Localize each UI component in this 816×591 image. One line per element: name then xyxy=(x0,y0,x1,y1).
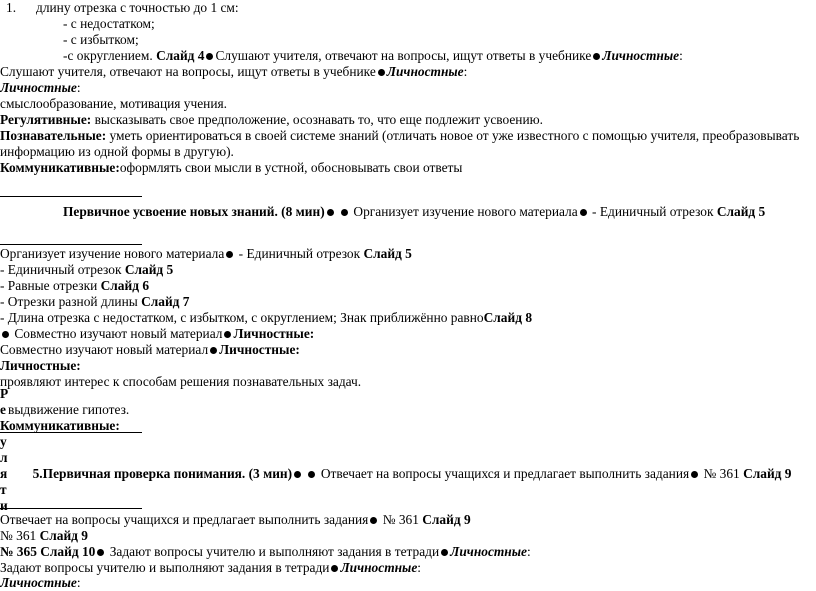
bullet-icon xyxy=(593,53,600,60)
meaning-line: смыслообразование, мотивация учения. xyxy=(0,96,227,111)
slide-ref: Слайд 5 xyxy=(124,262,174,277)
section-5-text: Отвечает на вопросы учащихся и предлагает выполнить задания xyxy=(317,466,690,481)
cognitive-line-2: информацию из одной формы в другую). xyxy=(0,144,234,159)
slide-ref: Слайд 5 xyxy=(363,246,412,261)
s4-line-5-text: - Длина отрезка с недостатком, с избытком, с округлением; Знак приближённо равно xyxy=(0,310,484,325)
section-4-text-2: - Единичный отрезок xyxy=(588,204,717,219)
bullet-icon xyxy=(691,471,698,478)
vertical-letter-1: е xyxy=(0,402,6,417)
communicative-line xyxy=(0,160,462,176)
vertical-letter-6: т xyxy=(0,482,7,497)
listen-line-text: Слушают учителя, отвечают на вопросы, ищут ответы в учебнике xyxy=(0,64,376,79)
section-5-text-2: № 361 xyxy=(700,466,744,481)
s5-line-3 xyxy=(0,544,531,560)
colon: : xyxy=(417,560,422,575)
divider xyxy=(0,196,142,197)
communicative-label: Коммуникативные: xyxy=(0,418,120,433)
slide-ref: Слайд 7 xyxy=(141,294,190,309)
s4-line-10 xyxy=(0,402,129,418)
regulatory-label: Регулятивные: xyxy=(0,112,92,127)
s5-line-4-text: Задают вопросы учителю и выполняют задания в тетради xyxy=(0,560,330,575)
bullet-icon xyxy=(224,331,231,338)
personal-label: Личностные: xyxy=(233,326,315,341)
list-item-text: длину отрезка с точностью до 1 см: xyxy=(36,0,239,15)
sub-item-excess: - с избытком; xyxy=(63,32,139,47)
personal-label: Личностные xyxy=(386,64,464,79)
s5-line-3-text: Задают вопросы учителю и выполняют задания в тетради xyxy=(106,544,440,559)
slide-ref: Слайд 8 xyxy=(483,310,533,325)
personal-label: Личностные: xyxy=(219,342,300,357)
bullet-icon xyxy=(441,549,448,556)
s4-line-1-text-2: - Единичный отрезок xyxy=(235,246,364,261)
vertical-letter-7: и xyxy=(0,498,8,513)
s4-line-2-text: - Единичный отрезок xyxy=(0,262,125,277)
s4-line-1 xyxy=(0,246,412,262)
colon: : xyxy=(76,575,81,590)
divider xyxy=(0,432,142,433)
bullet-icon xyxy=(206,53,213,60)
section-5-title-line xyxy=(0,466,792,482)
section-5-title: 5.Первичная проверка понимания. (3 мин) xyxy=(32,466,293,481)
slide-ref: Слайд 10 xyxy=(40,544,96,559)
bullet-icon xyxy=(327,209,334,216)
personal-label: Личностные xyxy=(450,544,527,559)
colon: : xyxy=(526,544,531,559)
divider xyxy=(0,508,142,509)
regulatory-line xyxy=(0,112,543,128)
s4-line-3 xyxy=(0,278,149,294)
s5-line-1-text: Отвечает на вопросы учащихся и предлагает выполнить задания xyxy=(0,512,369,527)
communicative-label: Коммуникативные: xyxy=(0,160,120,175)
task-number: № 365 xyxy=(0,544,41,559)
s4-line-5 xyxy=(0,310,532,326)
slide-ref: Слайд 9 xyxy=(39,528,88,543)
s4-line-8 xyxy=(0,358,81,374)
bullet-icon xyxy=(378,69,385,76)
bullet-icon xyxy=(370,517,377,524)
slide-ref: Слайд 9 xyxy=(743,466,792,481)
personal-label: Личностные: xyxy=(0,358,81,373)
personal-label: Личностные xyxy=(602,48,680,63)
s4-line-10-text: выдвижение гипотез. xyxy=(8,402,130,417)
bullet-icon xyxy=(580,209,587,216)
listen-line xyxy=(0,64,467,80)
bullet-icon xyxy=(331,565,338,572)
section-4-text: Организует изучение нового материала xyxy=(350,204,578,219)
s4-line-9: проявляют интерес к способам решения познавательных задач. xyxy=(0,374,362,389)
s5-line-5 xyxy=(0,575,81,591)
regulatory-text: высказывать свое предположение, осознавать то, что еще подлежит усвоению. xyxy=(91,112,543,127)
slide-ref: Слайд 9 xyxy=(422,512,471,527)
cognitive-line xyxy=(0,128,799,144)
colon: : xyxy=(463,64,468,79)
s5-line-2-text: № 361 xyxy=(0,528,40,543)
personal-heading xyxy=(0,80,81,96)
vertical-letter-5: я xyxy=(0,466,8,481)
communicative-text: оформлять свои мысли в устной, обосновывать свои ответы xyxy=(119,160,463,175)
listen-text: Слушают учителя, отвечают на вопросы, ищут ответы в учебнике xyxy=(215,48,592,63)
personal-label: Личностные xyxy=(340,560,418,575)
cognitive-label: Познавательные: xyxy=(0,128,107,143)
s4-line-6-text: Совместно изучают новый материал xyxy=(11,326,223,341)
s4-line-4-text: - Отрезки разной длины xyxy=(0,294,142,309)
colon: : xyxy=(679,48,683,63)
bullet-icon xyxy=(341,209,348,216)
s4-line-7-text: Совместно изучают новый материал xyxy=(0,342,209,357)
s4-line-4 xyxy=(0,294,190,310)
slide-ref: Слайд 6 xyxy=(100,278,150,293)
bullet-icon xyxy=(226,251,233,258)
list-item-1 xyxy=(6,0,239,16)
sub-item-rounding-text: -с округлением. xyxy=(63,48,153,63)
section-4-title-line xyxy=(63,204,765,220)
slide-ref: Слайд 5 xyxy=(716,204,766,219)
s4-line-6 xyxy=(0,326,314,342)
vertical-letter-4: л xyxy=(0,450,8,465)
s5-line-1 xyxy=(0,512,471,528)
bullet-icon xyxy=(210,347,217,354)
personal-label: Личностные xyxy=(0,575,77,590)
s4-line-7 xyxy=(0,342,300,358)
s4-line-3-text: - Равные отрезки xyxy=(0,278,101,293)
bullet-icon xyxy=(308,471,315,478)
s4-line-1-text: Организует изучение нового материала xyxy=(0,246,225,261)
s5-line-1-text-2: № 361 xyxy=(379,512,423,527)
s5-line-2 xyxy=(0,528,88,544)
vertical-letter-0: Р xyxy=(0,386,9,401)
personal-label: Личностные xyxy=(0,80,77,95)
slide-ref: Слайд 4 xyxy=(156,48,205,63)
divider xyxy=(0,244,142,245)
list-number: 1. xyxy=(6,0,17,15)
bullet-icon xyxy=(2,331,9,338)
section-4-title: Первичное усвоение новых знаний. (8 мин) xyxy=(63,204,325,219)
s4-line-2 xyxy=(0,262,173,278)
cognitive-text: уметь ориентироваться в своей системе знаний (отличать новое от уже известного с помощью учителя, преобразовывать xyxy=(106,128,800,143)
colon: : xyxy=(76,80,81,95)
vertical-letter-3: у xyxy=(0,434,7,449)
s5-line-4 xyxy=(0,560,421,576)
sub-item-shortage: - с недостатком; xyxy=(63,16,155,31)
bullet-icon xyxy=(294,471,301,478)
sub-item-rounding xyxy=(63,48,683,64)
bullet-icon xyxy=(97,549,104,556)
